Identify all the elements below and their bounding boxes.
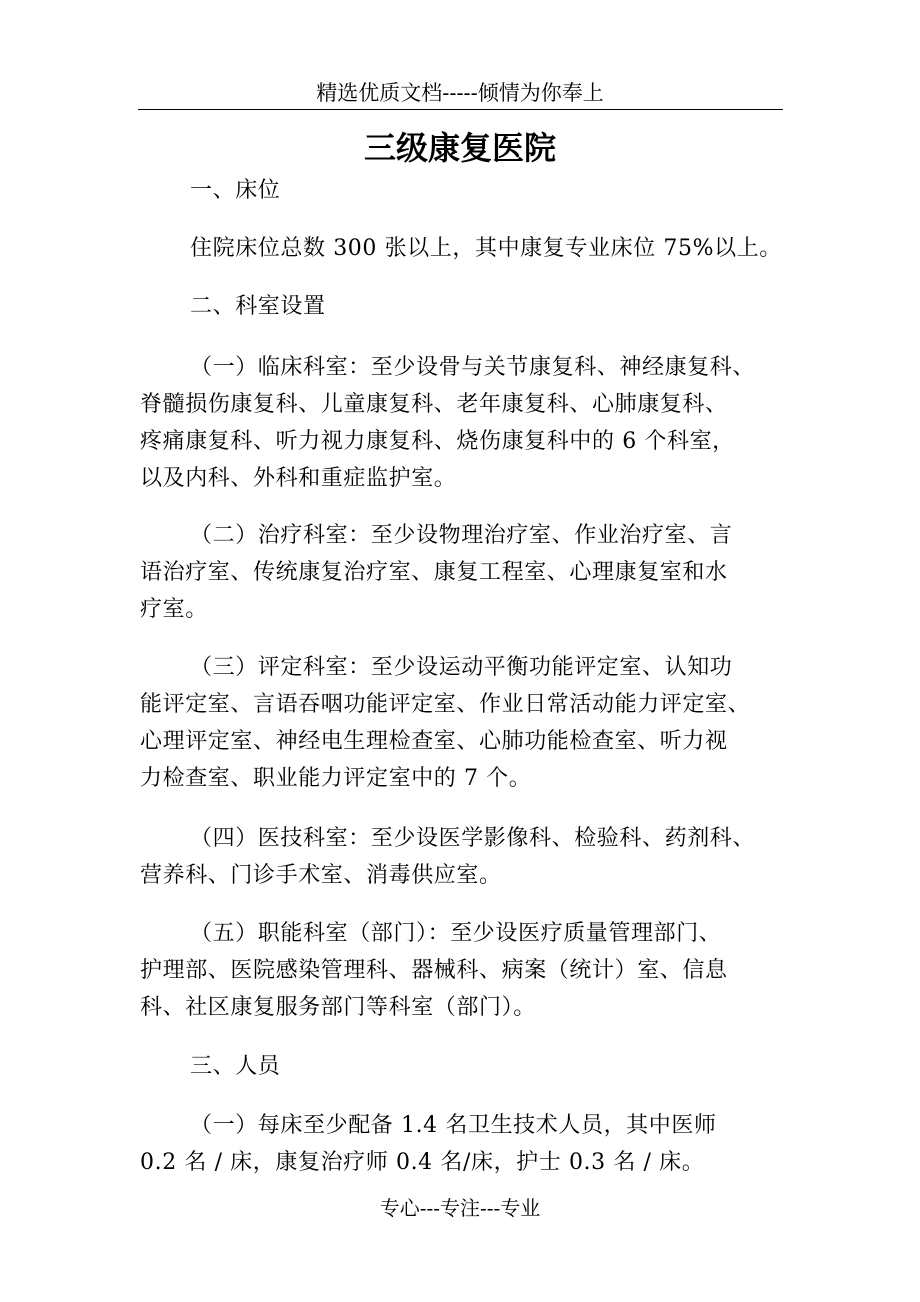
section-heading: 一、床位 (190, 178, 281, 203)
paragraph-line: 科、社区康复服务部门等科室（部门）。 (140, 995, 536, 1020)
paragraph-treatment-departments (140, 517, 790, 628)
document-title: 三级康复医院 (363, 129, 556, 167)
paragraph-line: 语治疗室、传统康复治疗室、康复工程室、心理康复室和水 (140, 560, 728, 585)
paragraph-line: 住院床位总数 300 张以上，其中康复专业床位 75%以上。 (190, 236, 782, 261)
section-heading: 三、人员 (190, 1054, 281, 1079)
section-heading-beds (140, 172, 790, 209)
paragraph-line: （一）每床至少配备 1.4 名卫生技术人员，其中医师 (190, 1113, 717, 1138)
section-heading: 二、科室设置 (190, 294, 326, 319)
paragraph-assessment-departments (140, 649, 790, 797)
paragraph-line: （二）治疗科室：至少设物理治疗室、作业治疗室、言 (190, 523, 733, 548)
paragraph-clinical-departments (140, 349, 790, 497)
paragraph-beds (140, 230, 790, 267)
section-heading-staff (140, 1048, 790, 1085)
paragraph-line: 心理评定室、神经电生理检查室、心肺功能检查室、听力视 (140, 729, 728, 754)
paragraph-line: 脊髓损伤康复科、儿童康复科、老年康复科、心肺康复科、 (140, 392, 728, 417)
paragraph-line: 能评定室、言语吞咽功能评定室、作业日常活动能力评定室、 (140, 692, 751, 717)
paragraph-line: 疗室。 (140, 597, 208, 622)
page-footer: 专心---专注---专业 (379, 1196, 541, 1220)
paragraph-staff-ratio (140, 1107, 790, 1181)
paragraph-line: （四）医技科室：至少设医学影像科、检验科、药剂科、 (190, 826, 756, 851)
paragraph-line: 营养科、门诊手术室、消毒供应室。 (140, 863, 502, 888)
paragraph-line: （三）评定科室：至少设运动平衡功能评定室、认知功 (190, 655, 733, 680)
paragraph-line: （一）临床科室：至少设骨与关节康复科、神经康复科、 (190, 355, 756, 380)
paragraph-line: 0.2 名 / 床，康复治疗师 0.4 名/床，护士 0.3 名 / 床。 (140, 1150, 705, 1175)
paragraph-medical-tech-departments (140, 820, 790, 894)
paragraph-functional-departments (140, 915, 790, 1026)
header-rule (138, 109, 783, 110)
paragraph-line: 以及内科、外科和重症监护室。 (140, 466, 457, 491)
paragraph-line: 力检查室、职业能力评定室中的 7 个。 (140, 766, 532, 791)
paragraph-line: 护理部、医院感染管理科、器械科、病案（统计）室、信息 (140, 958, 728, 983)
paragraph-line: （五）职能科室（部门）：至少设医疗质量管理部门、 (190, 921, 722, 946)
paragraph-line: 疼痛康复科、听力视力康复科、烧伤康复科中的 6 个科室， (140, 429, 735, 454)
section-heading-departments (140, 288, 790, 325)
page-header: 精选优质文档-----倾情为你奉上 (316, 81, 604, 105)
